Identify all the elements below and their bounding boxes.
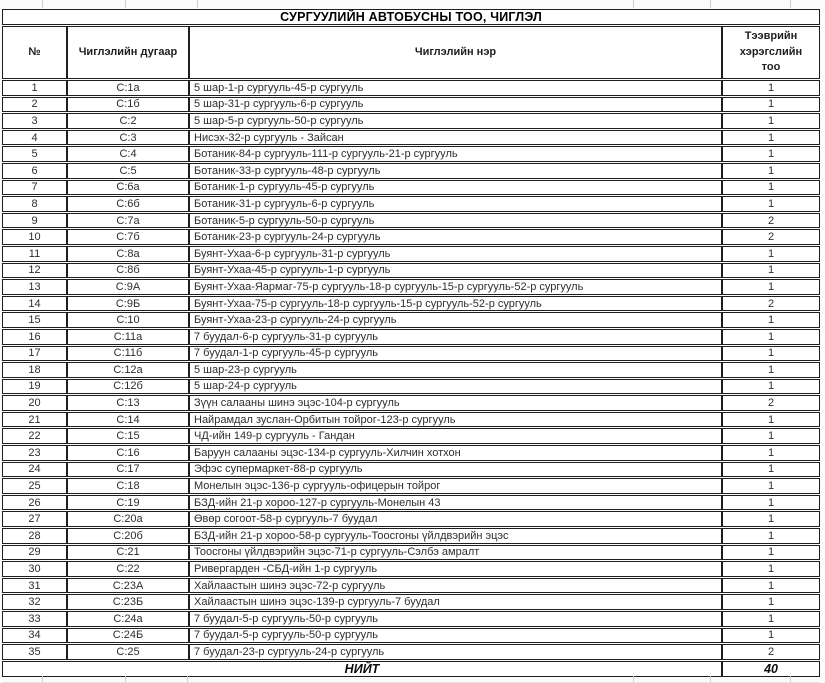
route-name-cell: ЧД-ийн 149-р сургууль - Гандан bbox=[189, 428, 722, 444]
route-code-cell: С:3 bbox=[67, 130, 189, 146]
gridline bbox=[633, 0, 634, 8]
table-row bbox=[2, 495, 820, 511]
row-number-cell: 10 bbox=[2, 229, 67, 245]
table-row bbox=[2, 478, 820, 494]
vehicle-count-cell: 1 bbox=[722, 412, 820, 428]
table-row bbox=[2, 561, 820, 577]
route-code-cell: С:22 bbox=[67, 561, 189, 577]
route-name-cell: БЗД-ийн 21-р хороо-58-р сургууль-Тоосгоны үйлдвэрийн эцэс bbox=[189, 528, 722, 544]
route-name-cell: Буянт-Ухаа-23-р сургууль-24-р сургууль bbox=[189, 312, 722, 328]
route-name-cell: Хайлаастын шинэ эцэс-139-р сургууль-7 буудал bbox=[189, 594, 722, 610]
vehicle-count-cell: 1 bbox=[722, 113, 820, 129]
route-code-cell: С:19 bbox=[67, 495, 189, 511]
vehicle-count-cell: 1 bbox=[722, 561, 820, 577]
route-name-cell: 5 шар-24-р сургууль bbox=[189, 379, 722, 395]
route-code-cell: С:2 bbox=[67, 113, 189, 129]
table-row bbox=[2, 428, 820, 444]
row-number-cell: 35 bbox=[2, 644, 67, 660]
row-number-cell: 30 bbox=[2, 561, 67, 577]
table-row bbox=[2, 644, 820, 660]
route-code-cell: С:5 bbox=[67, 163, 189, 179]
route-name-cell: Монелын эцэс-136-р сургууль-офицерын тойрог bbox=[189, 478, 722, 494]
table-row bbox=[2, 379, 820, 395]
vehicle-count-cell: 1 bbox=[722, 362, 820, 378]
route-name-cell: 7 буудал-5-р сургууль-50-р сургууль bbox=[189, 628, 722, 644]
route-name-cell: 7 буудал-5-р сургууль-50-р сургууль bbox=[189, 611, 722, 627]
header-row bbox=[2, 26, 820, 79]
vehicle-count-cell: 1 bbox=[722, 594, 820, 610]
vehicle-count-cell: 1 bbox=[722, 511, 820, 527]
table-row bbox=[2, 213, 820, 229]
route-code-cell: С:9А bbox=[67, 279, 189, 295]
vehicle-count-cell: 1 bbox=[722, 146, 820, 162]
table-row bbox=[2, 329, 820, 345]
row-number-cell: 26 bbox=[2, 495, 67, 511]
route-code-cell: С:16 bbox=[67, 445, 189, 461]
table-row bbox=[2, 130, 820, 146]
row-number-cell: 15 bbox=[2, 312, 67, 328]
table-row bbox=[2, 312, 820, 328]
total-label: НИЙТ bbox=[2, 661, 722, 677]
route-code-cell: С:4 bbox=[67, 146, 189, 162]
route-code-cell: С:12а bbox=[67, 362, 189, 378]
route-name-cell: Буянт-Ухаа-6-р сургууль-31-р сургууль bbox=[189, 246, 722, 262]
table-row bbox=[2, 163, 820, 179]
col-header-route-name: Чиглэлийн нэр bbox=[189, 26, 722, 79]
route-name-cell: 7 буудал-23-р сургууль-24-р сургууль bbox=[189, 644, 722, 660]
row-number-cell: 23 bbox=[2, 445, 67, 461]
route-name-cell: 7 буудал-1-р сургууль-45-р сургууль bbox=[189, 346, 722, 362]
table-row bbox=[2, 346, 820, 362]
route-code-cell: С:23Б bbox=[67, 594, 189, 610]
route-name-cell: Ривергарден -СБД-ийн 1-р сургууль bbox=[189, 561, 722, 577]
route-name-cell: Ботаник-1-р сургууль-45-р сургууль bbox=[189, 180, 722, 196]
table-row bbox=[2, 113, 820, 129]
table-row bbox=[2, 462, 820, 478]
route-name-cell: Баруун салааны эцэс-134-р сургууль-Хилчин хотхон bbox=[189, 445, 722, 461]
gridline bbox=[197, 0, 198, 8]
route-name-cell: Хайлаастын шинэ эцэс-72-р сургууль bbox=[189, 578, 722, 594]
vehicle-count-cell: 1 bbox=[722, 130, 820, 146]
route-name-cell: БЗД-ийн 21-р хороо-127-р сургууль-Монелын 43 bbox=[189, 495, 722, 511]
table-row bbox=[2, 180, 820, 196]
spreadsheet-area bbox=[2, 8, 822, 678]
route-code-cell: С:9Б bbox=[67, 296, 189, 312]
route-name-cell: Найрамдал зуслан-Орбитын тойрог-123-р сургууль bbox=[189, 412, 722, 428]
route-code-cell: С:7б bbox=[67, 229, 189, 245]
row-number-cell: 21 bbox=[2, 412, 67, 428]
route-name-cell: Зүүн салааны шинэ эцэс-104-р сургууль bbox=[189, 395, 722, 411]
table-row bbox=[2, 395, 820, 411]
row-number-cell: 14 bbox=[2, 296, 67, 312]
route-code-cell: С:11а bbox=[67, 329, 189, 345]
row-number-cell: 29 bbox=[2, 545, 67, 561]
route-name-cell: 7 буудал-6-р сургууль-31-р сургууль bbox=[189, 329, 722, 345]
route-code-cell: С:25 bbox=[67, 644, 189, 660]
route-code-cell: С:24Б bbox=[67, 628, 189, 644]
vehicle-count-cell: 1 bbox=[722, 329, 820, 345]
route-name-cell: Ботаник-5-р сургууль-50-р сургууль bbox=[189, 213, 722, 229]
route-name-cell: Өвөр согоот-58-р сургууль-7 буудал bbox=[189, 511, 722, 527]
row-number-cell: 32 bbox=[2, 594, 67, 610]
col-header-number: № bbox=[2, 26, 67, 79]
vehicle-count-cell: 2 bbox=[722, 229, 820, 245]
vehicle-count-cell: 1 bbox=[722, 545, 820, 561]
vehicle-count-cell: 1 bbox=[722, 180, 820, 196]
route-code-cell: С:17 bbox=[67, 462, 189, 478]
table-row bbox=[2, 246, 820, 262]
route-code-cell: С:11б bbox=[67, 346, 189, 362]
route-name-cell: 5 шар-1-р сургууль-45-р сургууль bbox=[189, 80, 722, 96]
route-name-cell: Ботаник-84-р сургууль-111-р сургууль-21-р сургууль bbox=[189, 146, 722, 162]
vehicle-count-cell: 1 bbox=[722, 578, 820, 594]
row-number-cell: 17 bbox=[2, 346, 67, 362]
gridline bbox=[42, 0, 43, 8]
route-code-cell: С:8а bbox=[67, 246, 189, 262]
vehicle-count-cell: 2 bbox=[722, 213, 820, 229]
table-row bbox=[2, 412, 820, 428]
table-row bbox=[2, 146, 820, 162]
vehicle-count-cell: 1 bbox=[722, 445, 820, 461]
route-name-cell: Буянт-Ухаа-Яармаг-75-р сургууль-18-р сургууль-15-р сургууль-52-р сургууль bbox=[189, 279, 722, 295]
route-name-cell: Нисэх-32-р сургууль - Зайсан bbox=[189, 130, 722, 146]
table-row bbox=[2, 279, 820, 295]
route-code-cell: С:12б bbox=[67, 379, 189, 395]
vehicle-count-cell: 1 bbox=[722, 163, 820, 179]
route-name-cell: Буянт-Ухаа-45-р сургууль-1-р сургууль bbox=[189, 263, 722, 279]
route-code-cell: С:20б bbox=[67, 528, 189, 544]
route-code-cell: С:8б bbox=[67, 263, 189, 279]
row-number-cell: 6 bbox=[2, 163, 67, 179]
vehicle-count-cell: 1 bbox=[722, 346, 820, 362]
vehicle-count-cell: 1 bbox=[722, 279, 820, 295]
row-number-cell: 9 bbox=[2, 213, 67, 229]
route-name-cell: Эфэс супермаркет-88-р сургууль bbox=[189, 462, 722, 478]
vehicle-count-cell: 1 bbox=[722, 528, 820, 544]
vehicle-count-cell: 1 bbox=[722, 196, 820, 212]
row-number-cell: 33 bbox=[2, 611, 67, 627]
vehicle-count-cell: 1 bbox=[722, 628, 820, 644]
col-header-vehicle-count: Тээврийн хэрэгслийн тоо bbox=[722, 26, 820, 79]
row-number-cell: 28 bbox=[2, 528, 67, 544]
vehicle-count-cell: 1 bbox=[722, 462, 820, 478]
route-code-cell: С:21 bbox=[67, 545, 189, 561]
row-number-cell: 2 bbox=[2, 97, 67, 113]
row-number-cell: 20 bbox=[2, 395, 67, 411]
row-number-cell: 13 bbox=[2, 279, 67, 295]
vehicle-count-cell: 2 bbox=[722, 395, 820, 411]
table-row bbox=[2, 511, 820, 527]
total-value: 40 bbox=[722, 661, 820, 677]
vehicle-count-cell: 1 bbox=[722, 428, 820, 444]
vehicle-count-cell: 1 bbox=[722, 478, 820, 494]
page-title: СУРГУУЛИЙН АВТОБУСНЫ ТОО, ЧИГЛЭЛ bbox=[2, 9, 820, 25]
route-code-cell: С:20а bbox=[67, 511, 189, 527]
route-name-cell: Ботаник-31-р сургууль-6-р сургууль bbox=[189, 196, 722, 212]
row-number-cell: 4 bbox=[2, 130, 67, 146]
route-name-cell: 5 шар-23-р сургууль bbox=[189, 362, 722, 378]
row-number-cell: 7 bbox=[2, 180, 67, 196]
row-number-cell: 11 bbox=[2, 246, 67, 262]
row-number-cell: 19 bbox=[2, 379, 67, 395]
row-number-cell: 12 bbox=[2, 263, 67, 279]
school-bus-table bbox=[2, 8, 820, 678]
gridline bbox=[125, 0, 126, 8]
row-number-cell: 18 bbox=[2, 362, 67, 378]
row-number-cell: 34 bbox=[2, 628, 67, 644]
route-name-cell: 5 шар-5-р сургууль-50-р сургууль bbox=[189, 113, 722, 129]
table-row bbox=[2, 594, 820, 610]
vehicle-count-cell: 2 bbox=[722, 296, 820, 312]
route-code-cell: С:10 bbox=[67, 312, 189, 328]
table-row bbox=[2, 445, 820, 461]
vehicle-count-cell: 1 bbox=[722, 495, 820, 511]
route-name-cell: Ботаник-23-р сургууль-24-р сургууль bbox=[189, 229, 722, 245]
vehicle-count-cell: 1 bbox=[722, 263, 820, 279]
route-code-cell: С:7а bbox=[67, 213, 189, 229]
row-number-cell: 16 bbox=[2, 329, 67, 345]
vehicle-count-cell: 1 bbox=[722, 246, 820, 262]
gridline bbox=[790, 0, 791, 8]
table-body bbox=[2, 80, 820, 660]
row-number-cell: 5 bbox=[2, 146, 67, 162]
table-row bbox=[2, 80, 820, 96]
row-number-cell: 1 bbox=[2, 80, 67, 96]
table-row bbox=[2, 263, 820, 279]
table-row bbox=[2, 229, 820, 245]
col-header-route-code: Чиглэлийн дугаар bbox=[67, 26, 189, 79]
route-code-cell: С:1б bbox=[67, 97, 189, 113]
vehicle-count-cell: 1 bbox=[722, 379, 820, 395]
vehicle-count-cell: 1 bbox=[722, 312, 820, 328]
table-row bbox=[2, 578, 820, 594]
table-row bbox=[2, 545, 820, 561]
row-number-cell: 3 bbox=[2, 113, 67, 129]
route-code-cell: С:24а bbox=[67, 611, 189, 627]
gridline bbox=[710, 0, 711, 8]
table-row bbox=[2, 196, 820, 212]
row-number-cell: 31 bbox=[2, 578, 67, 594]
route-name-cell: Тоосгоны үйлдвэрийн эцэс-71-р сургууль-Сэлбэ амралт bbox=[189, 545, 722, 561]
route-name-cell: Буянт-Ухаа-75-р сургууль-18-р сургууль-15-р сургууль-52-р сургууль bbox=[189, 296, 722, 312]
route-code-cell: С:6а bbox=[67, 180, 189, 196]
route-code-cell: С:1а bbox=[67, 80, 189, 96]
row-number-cell: 24 bbox=[2, 462, 67, 478]
route-code-cell: С:15 bbox=[67, 428, 189, 444]
route-code-cell: С:13 bbox=[67, 395, 189, 411]
table-row bbox=[2, 528, 820, 544]
row-number-cell: 22 bbox=[2, 428, 67, 444]
row-number-cell: 27 bbox=[2, 511, 67, 527]
table-row bbox=[2, 628, 820, 644]
table-row bbox=[2, 296, 820, 312]
vehicle-count-cell: 2 bbox=[722, 644, 820, 660]
title-row bbox=[2, 9, 820, 25]
table-row bbox=[2, 362, 820, 378]
route-name-cell: Ботаник-33-р сургууль-48-р сургууль bbox=[189, 163, 722, 179]
total-row bbox=[2, 661, 820, 677]
table-row bbox=[2, 97, 820, 113]
route-code-cell: С:18 bbox=[67, 478, 189, 494]
vehicle-count-cell: 1 bbox=[722, 97, 820, 113]
row-number-cell: 8 bbox=[2, 196, 67, 212]
route-code-cell: С:23А bbox=[67, 578, 189, 594]
table-row bbox=[2, 611, 820, 627]
route-name-cell: 5 шар-31-р сургууль-6-р сургууль bbox=[189, 97, 722, 113]
route-code-cell: С:14 bbox=[67, 412, 189, 428]
vehicle-count-cell: 1 bbox=[722, 80, 820, 96]
row-number-cell: 25 bbox=[2, 478, 67, 494]
route-code-cell: С:6б bbox=[67, 196, 189, 212]
vehicle-count-cell: 1 bbox=[722, 611, 820, 627]
